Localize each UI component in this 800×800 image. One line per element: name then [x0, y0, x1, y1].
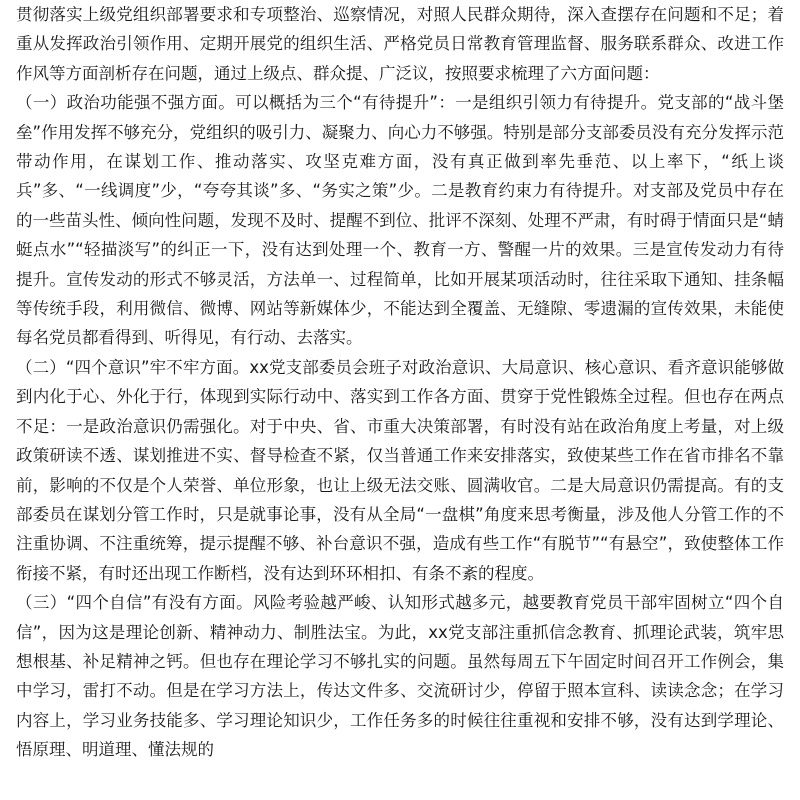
section-2-four-consciousness: （二）“四个意识”牢不牢方面。xx党支部委员会班子对政治意识、大局意识、核心意识、看齐意识能够做到内化于心、外化于行，体现到实际行动中、落实到工作各方面、贯穿于党性锻炼全过程。但也存在两点不足：一是政治意识仍需强化。对于中央、省、市重大决策部署，有时没有站在政治角度上考量，对上级政策研读不透、谋划推进不实、督导检查不紧，仅当普通工作来安排落实，致使某些工作在省市排名不靠前，影响的不仅是个人荣誉、单位形象，也让上级无法交账、圆满收官。二是大局意识仍需提高。有的支部委员在谋划分管工作时，只是就事论事，没有从全局“一盘棋”角度来思考衡量，涉及他人分管工作的不注重协调、不注重统筹，提示提醒不够、补台意识不强，造成有些工作“有脱节”“有悬空”，致使整体工作衔接不紧，有时还出现工作断档，没有达到环环相扣、有条不紊的程度。: [16, 357, 784, 583]
intro-paragraph: 贯彻落实上级党组织部署要求和专项整治、巡察情况，对照人民群众期待，深入查摆存在问题和不足；着重从发挥政治引领作用、定期开展党的组织生活、严格党员日常教育管理监督、服务联系群众、改进工作作风等方面剖析存在问题，通过上级点、群众提、广泛议，按照要求梳理了六方面问题：: [16, 5, 784, 83]
section-1-political-function: （一）政治功能强不强方面。可以概括为三个“有待提升”：一是组织引领力有待提升。党支部的“战斗堡垒”作用发挥不够充分，党组织的吸引力、凝聚力、向心力不够强。特别是部分支部委员没有充分发挥示范带动作用，在谋划工作、推动落实、攻坚克难方面，没有真正做到率先垂范、以上率下，“纸上谈兵”多、“一线调度”少，“夸夸其谈”多、“务实之策”少。二是教育约束力有待提升。对支部及党员中存在的一些苗头性、倾向性问题，发现不及时、提醒不到位、批评不深刻、处理不严肃，有时碍于情面只是“蜻蜓点水”“轻描淡写”的纠正一下，没有达到处理一个、教育一方、警醒一片的效果。三是宣传发动力有待提升。宣传发动的形式不够灵活，方法单一、过程简单，比如开展某项活动时，往往采取下通知、挂条幅等传统手段，利用微信、微博、网站等新媒体少，不能达到全覆盖、无缝隙、零遗漏的宣传效果，未能使每名党员都看得到、听得见，有行动、去落实。: [16, 93, 784, 348]
document-body: [16, 0, 784, 765]
section-3-four-confidences: （三）“四个自信”有没有方面。风险考验越严峻、认知形式越多元，越要教育党员干部牢固树立“四个自信”，因为这是理论创新、精神动力、制胜法宝。为此，xx党支部注重抓信念教育、抓理论武装，筑牢思想根基、补足精神之钙。但也存在理论学习不够扎实的问题。虽然每周五下午固定时间召开工作例会，集中学习，雷打不动。但是在学习方法上，传达文件多、交流研讨少，停留于照本宣科、读读念念；在学习内容上，学习业务技能多、学习理论知识少，工作任务多的时候往往重视和安排不够，没有达到学理论、悟原理、明道理、懂法规的: [16, 593, 784, 760]
